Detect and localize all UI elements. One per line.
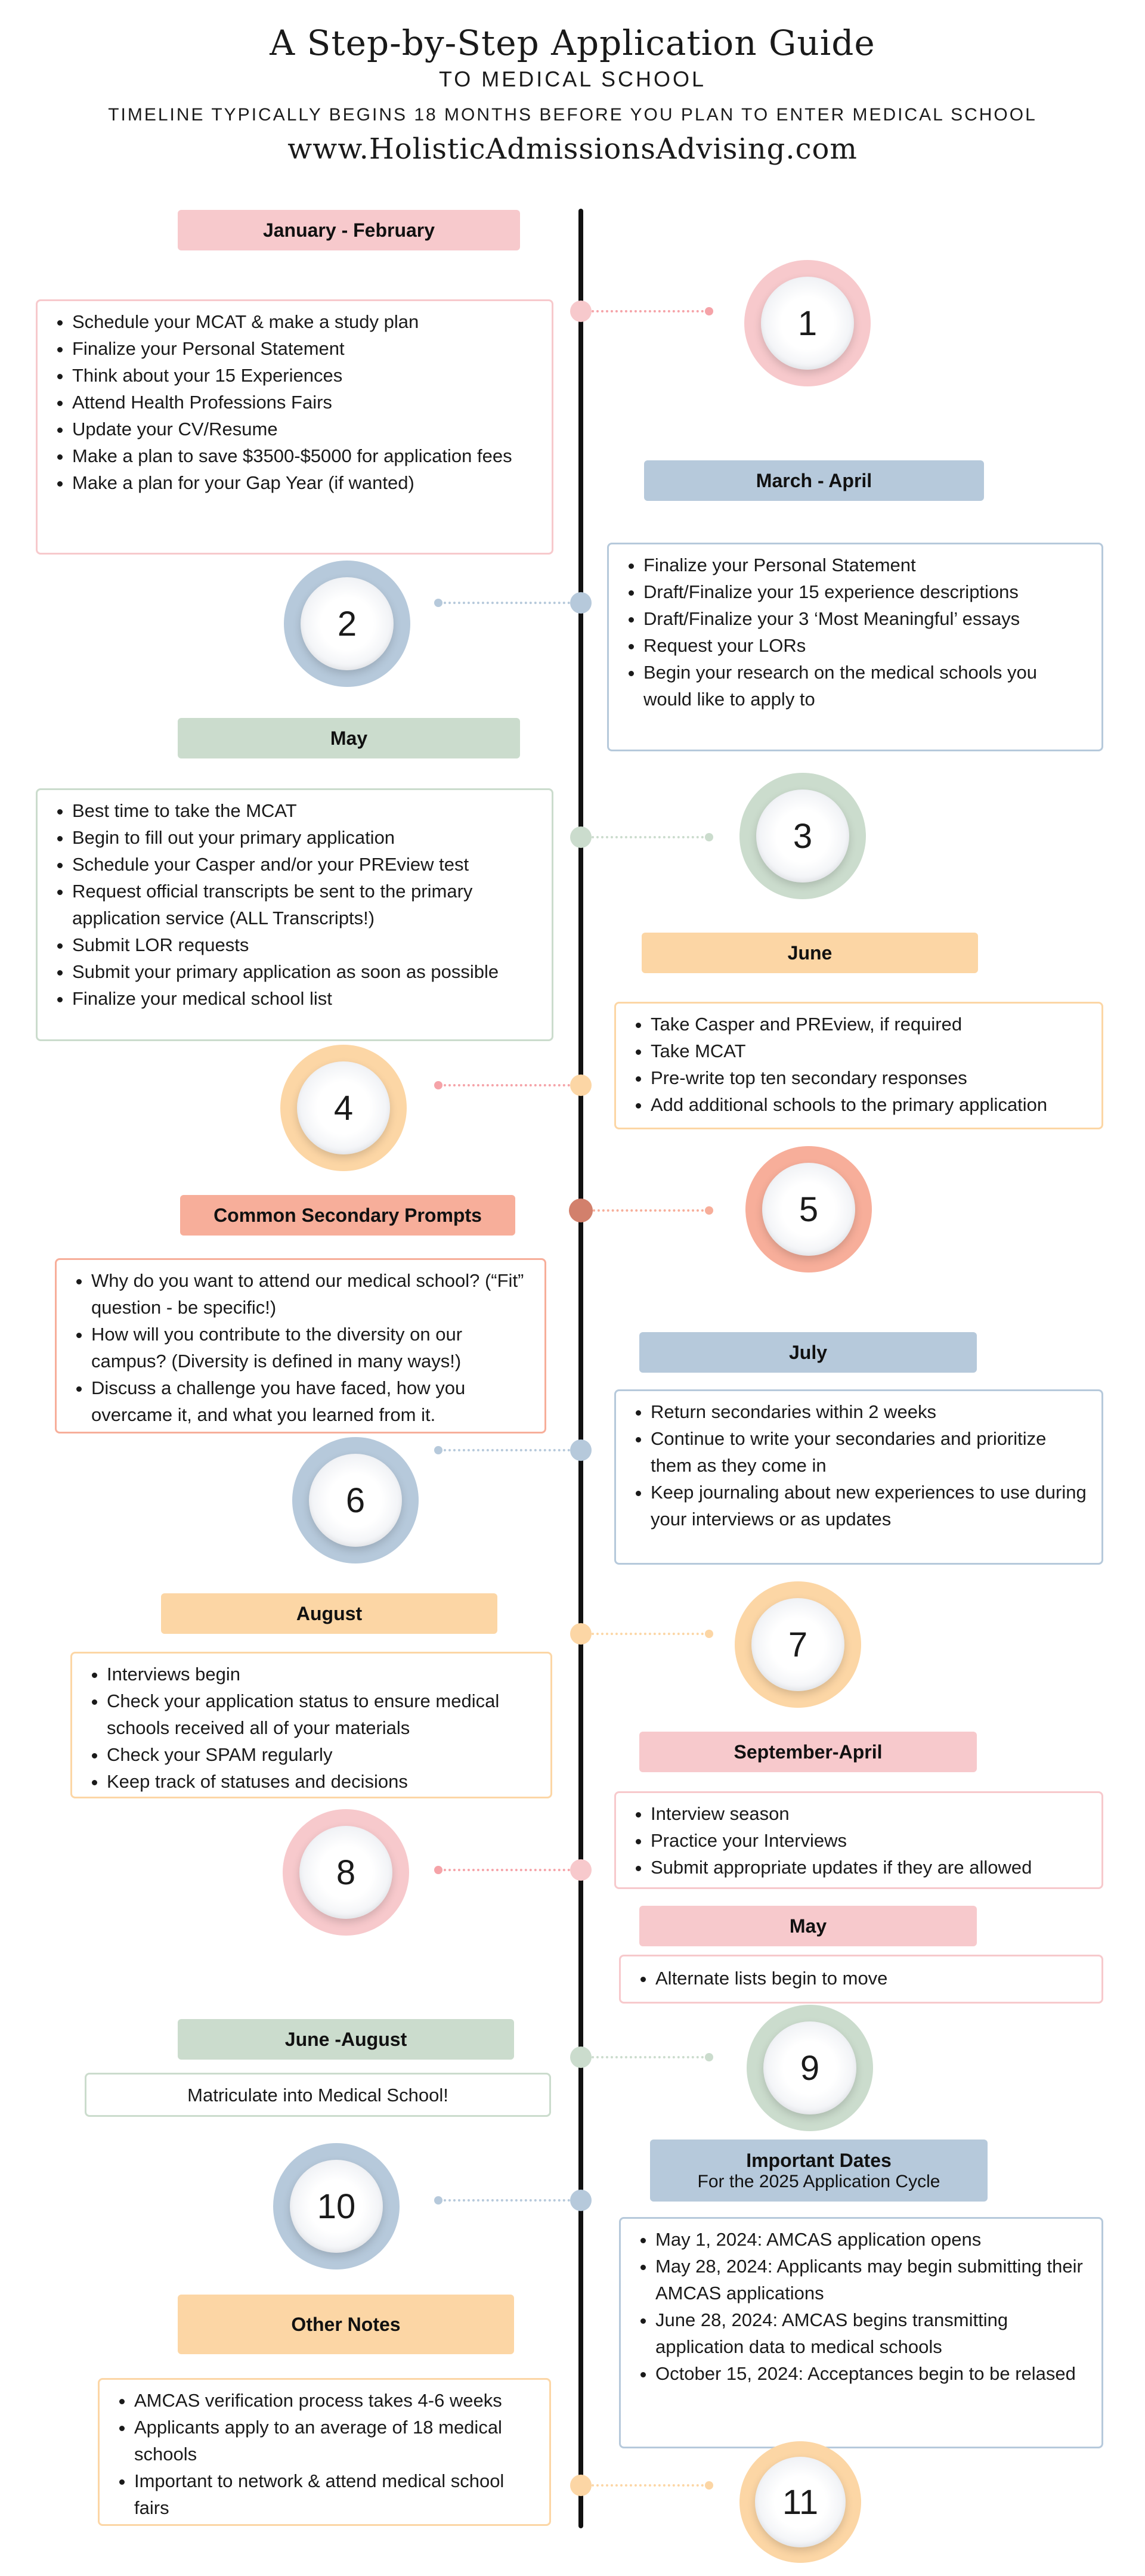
period-label-important-dates bbox=[650, 2140, 988, 2202]
step-number-1: 1 bbox=[761, 277, 854, 370]
important-dates-title: Important Dates bbox=[746, 2149, 892, 2171]
step-number-10: 10 bbox=[290, 2160, 383, 2253]
list-item: • May 1, 2024: AMCAS application opens bbox=[655, 2226, 1088, 2253]
connector-11 bbox=[592, 2484, 708, 2487]
list-item: • Interviews begin bbox=[107, 1661, 537, 1688]
step-1-box bbox=[36, 299, 553, 555]
period-label-july: July bbox=[639, 1332, 977, 1373]
connector-end-4 bbox=[434, 1081, 442, 1089]
list-item: • Pre-write top ten secondary responses bbox=[651, 1064, 1088, 1091]
step-5-box bbox=[55, 1258, 546, 1433]
step-10-box bbox=[85, 2073, 551, 2117]
step-circle-4 bbox=[280, 1045, 407, 1171]
other-notes-box bbox=[98, 2378, 551, 2526]
list-item: • Add additional schools to the primary application bbox=[651, 1091, 1088, 1118]
important-dates-box bbox=[619, 2217, 1103, 2448]
timeline-dot-4 bbox=[570, 1075, 592, 1096]
list-item: • Draft/Finalize your 15 experience descriptions bbox=[643, 578, 1088, 605]
step-4-box bbox=[614, 1002, 1103, 1129]
list-item: • Applicants apply to an average of 18 medical schools bbox=[134, 2414, 536, 2467]
step-circle-5 bbox=[745, 1146, 872, 1272]
list-item: • Discuss a challenge you have faced, how you overcame it, and what you learned from it. bbox=[91, 1374, 531, 1428]
list-item: • Make a plan for your Gap Year (if wanted) bbox=[72, 469, 539, 496]
step-circle-10 bbox=[273, 2143, 400, 2270]
list-item: • June 28, 2024: AMCAS begins transmitting application data to medical schools bbox=[655, 2306, 1088, 2360]
page-title: A Step-by-Step Application Guide bbox=[270, 23, 875, 63]
step-2-box bbox=[607, 543, 1103, 751]
list-item: Matriculate into Medical School! bbox=[187, 2084, 448, 2106]
step-number-3: 3 bbox=[756, 789, 849, 883]
step-number-8: 8 bbox=[299, 1826, 392, 1919]
connector-end-6 bbox=[434, 1446, 442, 1454]
step-8-box bbox=[614, 1791, 1103, 1889]
list-item: • Finalize your Personal Statement bbox=[72, 335, 539, 362]
timeline-dot-8 bbox=[570, 1859, 592, 1881]
list-item: • Submit LOR requests bbox=[72, 931, 539, 958]
step-circle-2 bbox=[284, 561, 410, 687]
connector-5 bbox=[593, 1209, 708, 1212]
list-item: • Alternate lists begin to move bbox=[655, 1965, 1088, 1992]
list-item: • Practice your Interviews bbox=[651, 1827, 1088, 1854]
step-7-box bbox=[70, 1652, 552, 1798]
list-item: • Important to network & attend medical school fairs bbox=[134, 2467, 536, 2521]
list-item: • Make a plan to save $3500-$5000 for application fees bbox=[72, 442, 539, 469]
list-item: • AMCAS verification process takes 4-6 weeks bbox=[134, 2387, 536, 2414]
list-item: • Draft/Finalize your 3 ‘Most Meaningful’ essays bbox=[643, 605, 1088, 632]
timeline-dot-9 bbox=[570, 2046, 592, 2068]
period-label-august: August bbox=[161, 1593, 497, 1634]
timeline-dot-5 bbox=[569, 1199, 593, 1222]
period-label-mar-apr: March - April bbox=[644, 460, 984, 501]
step-circle-1 bbox=[744, 260, 871, 386]
connector-end-7 bbox=[705, 1630, 713, 1638]
list-item: • Submit appropriate updates if they are allowed bbox=[651, 1854, 1088, 1881]
timeline-dot-2 bbox=[570, 592, 592, 614]
connector-2 bbox=[439, 602, 570, 604]
list-item: • Finalize your Personal Statement bbox=[643, 552, 1088, 578]
timeline-dot-1 bbox=[570, 301, 592, 322]
list-item: • Request official transcripts be sent to the primary application service (ALL Transcripts!) bbox=[72, 878, 539, 931]
important-dates-subtitle: For the 2025 Application Cycle bbox=[697, 2171, 940, 2191]
list-item: • How will you contribute to the diversity on our campus? (Diversity is defined in many ways!) bbox=[91, 1321, 531, 1374]
list-item: • Why do you want to attend our medical school? (“Fit” question - be specific!) bbox=[91, 1267, 531, 1321]
connector-end-1 bbox=[705, 307, 713, 315]
list-item: • Keep journaling about new experiences to use during your interviews or as updates bbox=[651, 1479, 1088, 1532]
list-item: • Keep track of statuses and decisions bbox=[107, 1768, 537, 1795]
connector-end-5 bbox=[705, 1206, 713, 1215]
list-item: • Update your CV/Resume bbox=[72, 416, 539, 442]
list-item: • Take MCAT bbox=[651, 1038, 1088, 1064]
connector-9 bbox=[592, 2056, 708, 2058]
list-item: • Think about your 15 Experiences bbox=[72, 362, 539, 389]
step-circle-6 bbox=[292, 1437, 419, 1563]
list-item: • Continue to write your secondaries and prioritize them as they come in bbox=[651, 1425, 1088, 1479]
connector-8 bbox=[439, 1869, 570, 1871]
list-item: • Check your SPAM regularly bbox=[107, 1741, 537, 1768]
list-item: • May 28, 2024: Applicants may begin submitting their AMCAS applications bbox=[655, 2253, 1088, 2306]
step-circle-7 bbox=[735, 1581, 861, 1708]
step-number-2: 2 bbox=[301, 577, 394, 670]
list-item: • Submit your primary application as soon as possible bbox=[72, 958, 539, 985]
timeline-note: TIMELINE TYPICALLY BEGINS 18 MONTHS BEFORE YOU PLAN TO ENTER MEDICAL SCHOOL bbox=[108, 105, 1037, 125]
connector-end-9 bbox=[705, 2053, 713, 2061]
period-label-secondary-prompts: Common Secondary Prompts bbox=[180, 1195, 515, 1236]
step-number-9: 9 bbox=[763, 2021, 856, 2114]
period-label-jan-feb: January - February bbox=[178, 210, 520, 250]
step-number-6: 6 bbox=[309, 1454, 402, 1547]
step-circle-3 bbox=[739, 773, 866, 899]
list-item: • Schedule your MCAT & make a study plan bbox=[72, 308, 539, 335]
timeline-spine bbox=[578, 209, 583, 2528]
connector-4 bbox=[439, 1084, 570, 1086]
step-number-4: 4 bbox=[297, 1061, 390, 1154]
connector-6 bbox=[439, 1449, 570, 1451]
timeline-dot-11 bbox=[570, 2475, 592, 2496]
step-circle-8 bbox=[283, 1809, 409, 1936]
step-6-box bbox=[614, 1389, 1103, 1565]
connector-end-2 bbox=[434, 599, 442, 607]
period-label-june: June bbox=[642, 933, 978, 973]
step-9-box bbox=[619, 1955, 1103, 2004]
list-item: • Check your application status to ensure medical schools received all of your materials bbox=[107, 1688, 537, 1741]
connector-7 bbox=[592, 1633, 708, 1635]
timeline-dot-3 bbox=[570, 826, 592, 848]
period-label-may: May bbox=[178, 718, 520, 758]
step-circle-9 bbox=[747, 2005, 873, 2131]
list-item: • Return secondaries within 2 weeks bbox=[651, 1398, 1088, 1425]
connector-3 bbox=[592, 836, 708, 838]
list-item: • Finalize your medical school list bbox=[72, 985, 539, 1012]
list-item: • Schedule your Casper and/or your PREview test bbox=[72, 851, 539, 878]
list-item: • Request your LORs bbox=[643, 632, 1088, 659]
connector-end-11 bbox=[705, 2481, 713, 2490]
step-number-11: 11 bbox=[755, 2457, 846, 2547]
step-number-7: 7 bbox=[751, 1598, 844, 1691]
list-item: • Interview season bbox=[651, 1800, 1088, 1827]
list-item: • Attend Health Professions Fairs bbox=[72, 389, 539, 416]
connector-end-10 bbox=[434, 2196, 442, 2205]
timeline-dot-7 bbox=[570, 1623, 592, 1645]
list-item: • October 15, 2024: Acceptances begin to be relased bbox=[655, 2360, 1088, 2387]
page-subtitle: TO MEDICAL SCHOOL bbox=[438, 67, 707, 91]
timeline-dot-6 bbox=[570, 1439, 592, 1461]
connector-1 bbox=[592, 310, 708, 312]
timeline-dot-10 bbox=[570, 2190, 592, 2211]
list-item: • Begin to fill out your primary application bbox=[72, 824, 539, 851]
step-circle-11 bbox=[739, 2441, 861, 2563]
list-item: • Take Casper and PREview, if required bbox=[651, 1011, 1088, 1038]
step-3-box bbox=[36, 788, 553, 1041]
other-notes-label: Other Notes bbox=[178, 2295, 514, 2354]
step-number-5: 5 bbox=[762, 1163, 855, 1256]
period-label-sep-apr: September-April bbox=[639, 1732, 977, 1772]
connector-10 bbox=[439, 2199, 570, 2202]
list-item: • Begin your research on the medical schools you would like to apply to bbox=[643, 659, 1088, 713]
connector-end-3 bbox=[705, 833, 713, 841]
period-label-may-2: May bbox=[639, 1906, 977, 1946]
connector-end-8 bbox=[434, 1866, 442, 1874]
period-label-jun-aug: June -August bbox=[178, 2019, 514, 2060]
website-link[interactable]: www.HolisticAdmissionsAdvising.com bbox=[287, 132, 858, 166]
list-item: • Best time to take the MCAT bbox=[72, 797, 539, 824]
